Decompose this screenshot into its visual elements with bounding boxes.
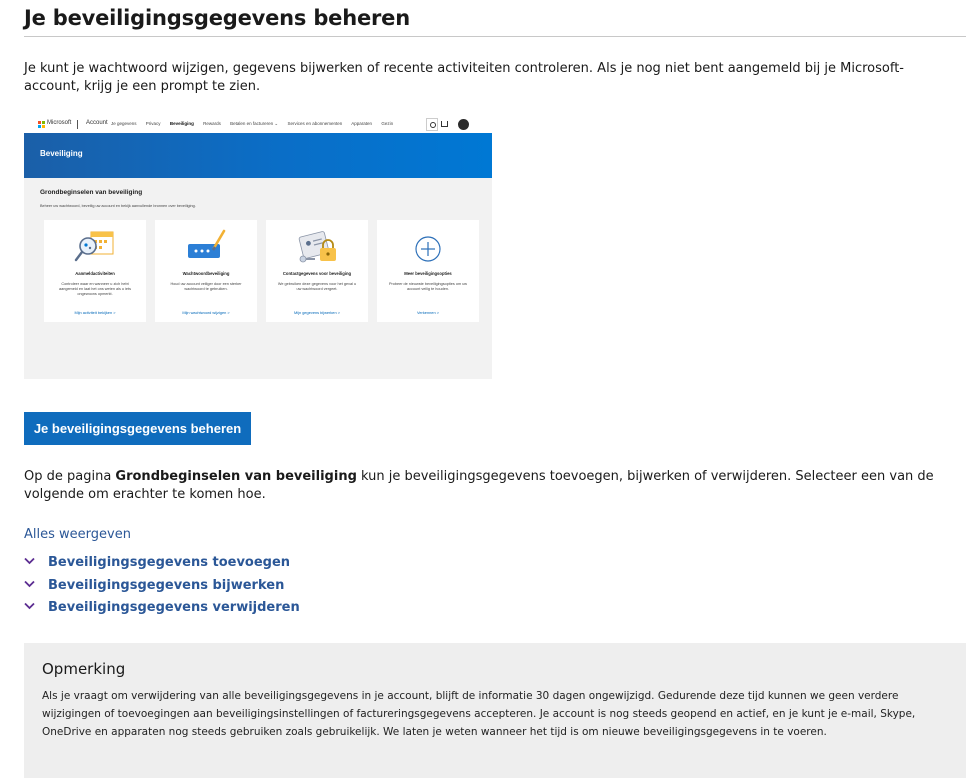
chevron-down-icon <box>24 602 35 610</box>
intro-paragraph: Je kunt je wachtwoord wijzigen, gegevens bijwerken of recente activiteiten controleren. Als je nog niet bent aangemeld bij je Microsoft-account, krijg je een prompt te zien. <box>24 61 904 94</box>
cart-icon <box>441 121 448 127</box>
card-description: Houd uw account veiliger door een sterker wachtwoord te gebruiken. <box>170 282 242 291</box>
search-icon <box>426 118 438 131</box>
card-link-change-password: Mijn wachtwoord wijzigen > <box>182 310 230 315</box>
card-link-update-info: Mijn gegevens bijwerken > <box>294 310 340 315</box>
avatar <box>458 119 469 130</box>
plus-circle-icon <box>406 228 450 266</box>
instructions-text: kun je beveiligingsgegevens toevoegen, bijwerken of verwijderen. Selecteer een van de volgende om erachter te komen hoe. <box>24 469 934 502</box>
card-password-security <box>155 220 257 322</box>
chevron-down-icon <box>24 557 35 565</box>
nav-item: Privacy <box>145 121 161 126</box>
banner-title: Beveiliging <box>40 149 83 158</box>
card-title: Contactgegevens voor beveiliging <box>282 271 352 276</box>
chevron-down-icon <box>24 580 35 588</box>
magnifier-calendar-icon <box>73 228 117 266</box>
brand-name: Microsoft <box>47 120 72 126</box>
instructions-paragraph <box>24 468 969 504</box>
page-title: Je beveiligingsgegevens beheren <box>24 6 410 30</box>
instructions-bold-term: Grondbeginselen van beveiliging <box>115 469 357 484</box>
nav-item: Services en abonnementen <box>287 121 343 126</box>
card-description: Controleer waar en wanneer u zich hebt aangemeld en laat het ons weten als u iets ongewoons opmerkt. <box>59 282 131 296</box>
expander-label: Beveiligingsgegevens toevoegen <box>48 555 291 570</box>
expander-label: Beveiligingsgegevens verwijderen <box>48 600 300 615</box>
card-sign-in-activity <box>44 220 146 322</box>
nav-item: Rewards <box>203 121 221 126</box>
microsoft-logo-icon <box>38 121 45 128</box>
password-pen-icon <box>184 228 228 266</box>
nav-item: Betalen en factureren ⌄ <box>230 121 279 126</box>
instructions-text: Op de pagina <box>24 469 116 484</box>
screenshot-top-bar <box>24 116 492 134</box>
card-description: We gebruiken deze gegevens voor het geval u uw wachtwoord vergeet. <box>277 282 357 291</box>
card-title: Meer beveiligingsopties <box>404 271 452 276</box>
card-link-view-activity: Mijn activiteit bekijken > <box>74 310 116 315</box>
card-more-security <box>377 220 479 322</box>
title-divider <box>24 36 966 37</box>
manage-security-info-button[interactable]: Je beveiligingsgegevens beheren <box>24 412 251 445</box>
note-text: Als je vraagt om verwijdering van alle beveiligingsgegevens in je account, blijft de informatie 30 dagen ongewijzigd. Gedurende deze tijd kunnen we geen verdere wijzigingen of toevoegingen aan beveiligingsinstellingen of factureringsgegevens accepteren. Je account is nog steeds geopend en actief, en je kunt je e-mail, Skype, OneDrive en apparaten nog steeds gebruiken zoals gebruikelijk. We laten je weten wanneer het tijd is om nieuwe beveiligingsgegevens in te voeren. <box>42 690 916 738</box>
show-all-link[interactable]: Alles weergeven <box>24 527 131 542</box>
screenshot-banner <box>24 133 492 178</box>
expander-label: Beveiligingsgegevens bijwerken <box>48 578 285 593</box>
note-box <box>24 643 966 778</box>
screenshot-heading: Grondbeginselen van beveiliging <box>40 189 143 196</box>
screenshot-subheading: Beheer uw wachtwoord, beveilig uw account en bekijk aanvullende bronnen over beveiliging. <box>40 204 196 208</box>
brand-divider <box>77 120 78 129</box>
card-link-explore: Verkennen > <box>417 310 439 315</box>
screenshot-nav <box>111 121 401 127</box>
security-page-screenshot <box>24 116 492 379</box>
nav-item: Gezin <box>381 121 394 126</box>
nav-item: Je gegevens <box>111 121 137 126</box>
account-label: Account <box>86 120 108 126</box>
note-heading: Opmerking <box>42 660 126 678</box>
nav-item: Apparaten <box>351 121 373 126</box>
nav-item-active: Beveiliging <box>169 121 194 126</box>
card-description: Probeer de nieuwste beveiligingsopties om uw account veilig te houden. <box>388 282 468 291</box>
card-title: Aanmeldactiviteiten <box>75 271 115 276</box>
card-title: Wachtwoordbeveiliging <box>182 271 230 276</box>
card-security-contact <box>266 220 368 322</box>
contact-lock-icon <box>295 228 339 266</box>
